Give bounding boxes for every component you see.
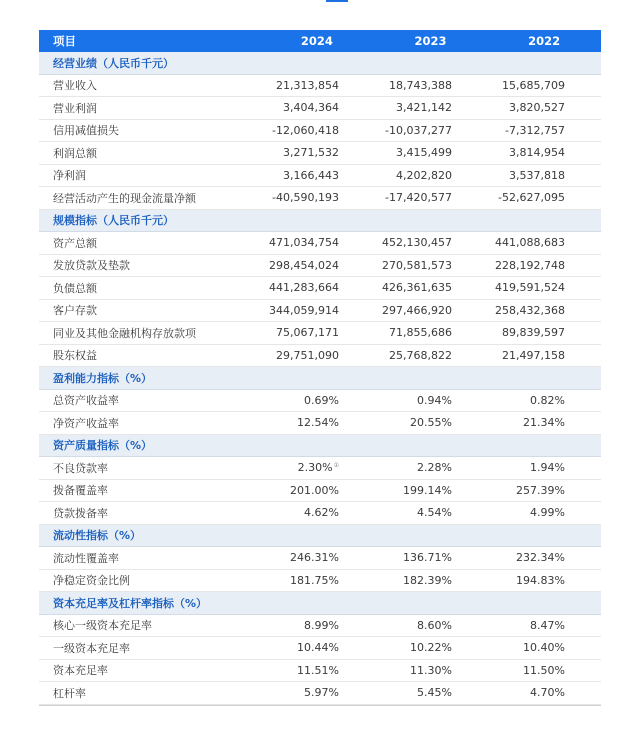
value-cell — [373, 394, 486, 407]
value-cell — [260, 416, 373, 429]
value-text: 21,497,158 — [502, 348, 565, 362]
header-year-2023: 2023 — [414, 34, 447, 48]
value-cell — [373, 461, 486, 474]
value-text: -10,037,277 — [385, 123, 452, 137]
value-text: 2.30% — [297, 461, 333, 475]
value-cell — [260, 461, 373, 474]
value-text: 3,404,364 — [283, 101, 339, 115]
value-cell — [373, 619, 486, 632]
value-text: -40,590,193 — [272, 191, 339, 205]
value-cell — [486, 574, 601, 587]
value-cell — [486, 416, 601, 429]
value-text: 10.40% — [523, 641, 565, 655]
value-cell — [373, 641, 486, 654]
value-cell — [486, 236, 601, 249]
header-year-2024: 2024 — [300, 34, 333, 48]
value-text: 11.51% — [297, 663, 339, 677]
row-label: 流动性覆盖率 — [53, 551, 119, 565]
value-text: 0.94% — [417, 393, 452, 407]
value-cell — [260, 304, 373, 317]
row-label: 贷款拨备率 — [53, 506, 108, 520]
value-cell — [373, 416, 486, 429]
value-cell — [260, 664, 373, 677]
value-text: 15,685,709 — [502, 78, 565, 92]
value-text: 4.62% — [304, 506, 339, 520]
value-cell — [373, 236, 486, 249]
value-cell — [486, 349, 601, 362]
value-text: 4,202,820 — [396, 168, 452, 182]
row-label: 拨备覆盖率 — [53, 484, 108, 498]
value-text: 10.44% — [297, 641, 339, 655]
value-text: 419,591,524 — [495, 281, 565, 295]
value-text: 344,059,914 — [269, 303, 339, 317]
value-text: 246.31% — [290, 551, 339, 565]
value-cell — [486, 169, 601, 182]
value-text: 71,855,686 — [389, 326, 452, 340]
table-row — [39, 165, 601, 188]
table-row — [39, 120, 601, 143]
table-row — [39, 570, 601, 593]
value-cell — [373, 326, 486, 339]
row-label: 股东权益 — [53, 349, 97, 363]
table-row — [39, 547, 601, 570]
row-label: 杠杆率 — [53, 686, 86, 700]
value-text: 298,454,024 — [269, 258, 339, 272]
row-label: 一级资本充足率 — [53, 641, 130, 655]
table-row — [39, 142, 601, 165]
table-row — [39, 637, 601, 660]
value-text: -7,312,757 — [505, 123, 565, 137]
top-accent-line — [326, 0, 348, 2]
value-text: 5.45% — [417, 686, 452, 700]
value-text: 452,130,457 — [382, 236, 452, 250]
table-row — [39, 502, 601, 525]
value-cell — [486, 551, 601, 564]
table-row — [39, 232, 601, 255]
table-row — [39, 412, 601, 435]
value-text: 3,814,954 — [509, 146, 565, 160]
value-text: -52,627,095 — [498, 191, 565, 205]
table-row — [39, 345, 601, 368]
table-row — [39, 615, 601, 638]
value-text: 3,820,527 — [509, 101, 565, 115]
value-cell — [260, 349, 373, 362]
value-text: 2.28% — [417, 461, 452, 475]
value-cell — [486, 641, 601, 654]
value-cell — [260, 124, 373, 137]
value-cell — [486, 79, 601, 92]
value-text: 228,192,748 — [495, 258, 565, 272]
value-text: 181.75% — [290, 573, 339, 587]
value-cell — [486, 124, 601, 137]
value-text: 194.83% — [516, 573, 565, 587]
value-cell — [260, 641, 373, 654]
value-cell — [486, 191, 601, 204]
table-row — [39, 480, 601, 503]
value-cell — [373, 79, 486, 92]
row-label: 信用减值损失 — [53, 124, 119, 138]
value-cell — [486, 686, 601, 699]
value-cell — [486, 281, 601, 294]
value-text: 8.60% — [417, 618, 452, 632]
value-text: 29,751,090 — [276, 348, 339, 362]
table-row — [39, 97, 601, 120]
table-header — [39, 30, 601, 52]
value-cell — [373, 124, 486, 137]
row-label: 利润总额 — [53, 146, 97, 160]
value-cell — [260, 506, 373, 519]
table-row — [39, 255, 601, 278]
table-row — [39, 457, 601, 480]
row-label: 净稳定资金比例 — [53, 574, 130, 588]
value-text: 8.99% — [304, 618, 339, 632]
value-text: 471,034,754 — [269, 236, 339, 250]
row-label: 同业及其他金融机构存放款项 — [53, 326, 196, 340]
value-cell — [260, 191, 373, 204]
row-label: 经营活动产生的现金流量净额 — [53, 191, 196, 205]
value-text: 8.47% — [530, 618, 565, 632]
value-cell — [486, 461, 601, 474]
table-row — [39, 300, 601, 323]
table-row — [39, 75, 601, 98]
value-cell — [260, 169, 373, 182]
value-cell — [373, 574, 486, 587]
row-label: 总资产收益率 — [53, 394, 119, 408]
row-label: 不良贷款率 — [53, 461, 108, 475]
value-cell — [373, 169, 486, 182]
section-header: 规模指标（人民币千元） — [39, 210, 601, 233]
value-text: 201.00% — [290, 483, 339, 497]
value-cell — [260, 326, 373, 339]
value-cell — [373, 664, 486, 677]
value-text: 11.30% — [410, 663, 452, 677]
value-text: 18,743,388 — [389, 78, 452, 92]
section-header: 资本充足率及杠杆率指标（%） — [39, 592, 601, 615]
value-text: 75,067,171 — [276, 326, 339, 340]
value-cell — [373, 304, 486, 317]
value-text: 0.69% — [304, 393, 339, 407]
value-text: 3,421,142 — [396, 101, 452, 115]
value-cell — [260, 686, 373, 699]
value-cell — [486, 326, 601, 339]
value-text: 0.82% — [530, 393, 565, 407]
footnote-marker: ① — [333, 461, 339, 469]
value-cell — [260, 619, 373, 632]
value-text: 4.99% — [530, 506, 565, 520]
table-bottom-border — [39, 705, 601, 706]
value-text: 1.94% — [530, 461, 565, 475]
value-text: 4.54% — [417, 506, 452, 520]
value-text: 5.97% — [304, 686, 339, 700]
value-text: 3,415,499 — [396, 146, 452, 160]
value-text: 3,166,443 — [283, 168, 339, 182]
value-cell — [486, 101, 601, 114]
value-cell — [260, 236, 373, 249]
value-cell — [373, 191, 486, 204]
row-label: 资产总额 — [53, 236, 97, 250]
value-text: 232.34% — [516, 551, 565, 565]
value-text: 136.71% — [403, 551, 452, 565]
value-cell — [486, 506, 601, 519]
value-text: 441,088,683 — [495, 236, 565, 250]
value-cell — [373, 484, 486, 497]
row-label: 负债总额 — [53, 281, 97, 295]
header-item: 项目 — [53, 34, 76, 48]
value-text: 270,581,573 — [382, 258, 452, 272]
value-text: 21,313,854 — [276, 78, 339, 92]
value-cell — [373, 686, 486, 699]
row-label: 净利润 — [53, 169, 86, 183]
value-text: 258,432,368 — [495, 303, 565, 317]
value-text: 21.34% — [523, 416, 565, 430]
section-header: 盈利能力指标（%） — [39, 367, 601, 390]
value-cell — [260, 281, 373, 294]
value-text: 3,271,532 — [283, 146, 339, 160]
value-cell — [373, 259, 486, 272]
value-cell — [486, 146, 601, 159]
row-label: 客户存款 — [53, 304, 97, 318]
value-text: 3,537,818 — [509, 168, 565, 182]
value-cell — [486, 259, 601, 272]
table-row — [39, 187, 601, 210]
table-row — [39, 322, 601, 345]
value-cell — [486, 394, 601, 407]
value-cell — [260, 551, 373, 564]
value-text: -12,060,418 — [272, 123, 339, 137]
value-text: 199.14% — [403, 483, 452, 497]
value-cell — [260, 79, 373, 92]
table-row — [39, 682, 601, 705]
value-cell — [486, 619, 601, 632]
table-row — [39, 390, 601, 413]
value-text: 89,839,597 — [502, 326, 565, 340]
value-cell — [373, 146, 486, 159]
value-cell — [486, 304, 601, 317]
row-label: 净资产收益率 — [53, 416, 119, 430]
table-row — [39, 277, 601, 300]
financial-summary-table — [39, 30, 601, 705]
value-text: 297,466,920 — [382, 303, 452, 317]
value-text: 257.39% — [516, 483, 565, 497]
value-text: 441,283,664 — [269, 281, 339, 295]
row-label: 营业利润 — [53, 101, 97, 115]
value-cell — [260, 574, 373, 587]
row-label: 发放贷款及垫款 — [53, 259, 130, 273]
value-text: 4.70% — [530, 686, 565, 700]
value-text: 12.54% — [297, 416, 339, 430]
value-cell — [373, 551, 486, 564]
value-text: 11.50% — [523, 663, 565, 677]
value-cell — [260, 394, 373, 407]
section-header: 流动性指标（%） — [39, 525, 601, 548]
value-text: 10.22% — [410, 641, 452, 655]
value-cell — [260, 101, 373, 114]
row-label: 营业收入 — [53, 79, 97, 93]
table-row — [39, 660, 601, 683]
value-cell — [373, 101, 486, 114]
value-cell — [373, 506, 486, 519]
value-text: 20.55% — [410, 416, 452, 430]
value-cell — [373, 349, 486, 362]
value-cell — [486, 664, 601, 677]
header-year-2022: 2022 — [528, 34, 561, 48]
value-text: 426,361,635 — [382, 281, 452, 295]
value-text: 182.39% — [403, 573, 452, 587]
value-text: 25,768,822 — [389, 348, 452, 362]
value-cell — [260, 259, 373, 272]
value-text: -17,420,577 — [385, 191, 452, 205]
value-cell — [486, 484, 601, 497]
value-cell — [373, 281, 486, 294]
row-label: 核心一级资本充足率 — [53, 619, 152, 633]
value-cell — [260, 484, 373, 497]
value-cell — [260, 146, 373, 159]
section-header: 资产质量指标（%） — [39, 435, 601, 458]
section-header: 经营业绩（人民币千元） — [39, 52, 601, 75]
row-label: 资本充足率 — [53, 664, 108, 678]
table-body — [39, 52, 601, 705]
